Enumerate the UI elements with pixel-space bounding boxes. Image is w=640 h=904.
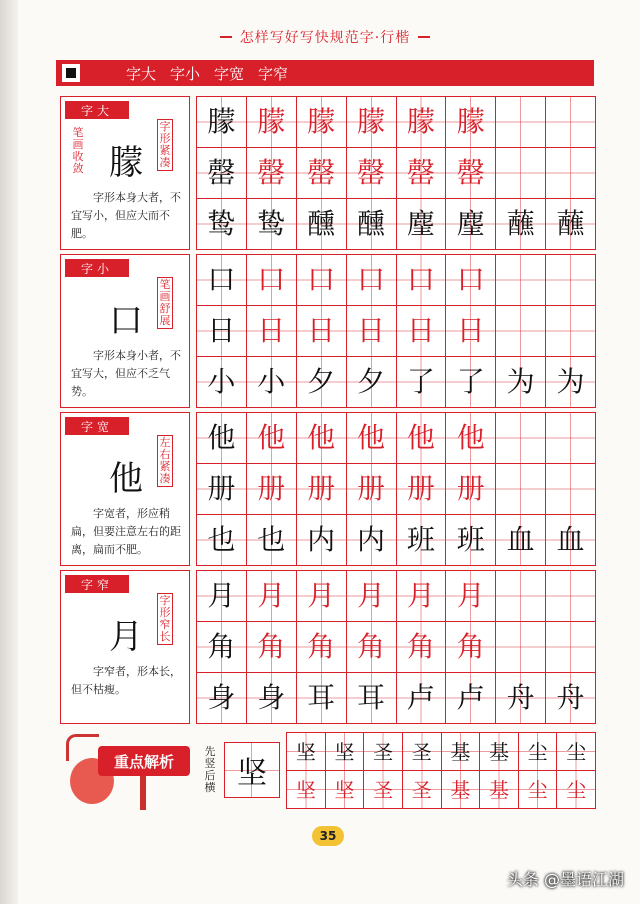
practice-cell[interactable] <box>446 255 496 305</box>
practice-char: 罄 <box>307 156 336 189</box>
practice-char: 了 <box>456 365 485 398</box>
practice-row <box>197 199 595 249</box>
practice-row <box>197 357 595 407</box>
practice-char: 册 <box>307 472 336 505</box>
practice-char: 角 <box>307 630 336 663</box>
sample-character: 他 <box>109 459 143 499</box>
focus-char: 基 <box>488 739 509 764</box>
stroke-note: 笔画收敛 <box>72 126 84 175</box>
practice-cell[interactable] <box>197 673 247 723</box>
practice-char: 班 <box>456 523 485 556</box>
panel-label: 字窄 <box>65 575 129 593</box>
practice-row <box>197 413 595 464</box>
focus-char: 圣 <box>373 777 394 802</box>
watermark: 头条 @墨语江湖 <box>506 870 624 889</box>
practice-cell[interactable] <box>496 306 546 356</box>
practice-cell[interactable] <box>197 464 247 514</box>
focus-char: 圣 <box>373 739 394 764</box>
sample-character: 口 <box>109 301 143 341</box>
practice-char: 日 <box>456 314 485 347</box>
practice-cell[interactable] <box>297 306 347 356</box>
practice-char: 册 <box>406 472 435 505</box>
practice-cell[interactable] <box>197 306 247 356</box>
practice-cell[interactable] <box>496 199 546 249</box>
focus-cell[interactable] <box>287 733 326 770</box>
practice-char: 月 <box>257 579 286 612</box>
practice-char: 月 <box>406 579 435 612</box>
lesson-topic: 字窄 <box>258 64 289 83</box>
practice-char: 醺 <box>307 207 336 240</box>
focus-char: 圣 <box>411 777 432 802</box>
shape-note: 字形紧凑 <box>157 119 173 171</box>
focus-char: 基 <box>450 739 471 764</box>
practice-cell[interactable] <box>496 515 546 565</box>
focus-note: 先竖后横 <box>204 745 216 794</box>
practice-char: 夕 <box>357 365 386 398</box>
practice-cell[interactable] <box>446 306 496 356</box>
page-number-badge <box>312 826 344 846</box>
practice-char: 也 <box>257 523 286 556</box>
practice-cell[interactable] <box>546 255 595 305</box>
practice-char: 了 <box>406 365 435 398</box>
practice-char: 角 <box>456 630 485 663</box>
practice-cell[interactable] <box>446 357 496 407</box>
focus-cell[interactable] <box>326 771 365 808</box>
practice-cell[interactable] <box>247 464 297 514</box>
practice-char: 小 <box>257 365 286 398</box>
practice-cell[interactable] <box>546 357 595 407</box>
practice-cell[interactable] <box>247 357 297 407</box>
focus-sample-box <box>224 742 280 798</box>
practice-grid <box>196 254 596 408</box>
practice-char: 日 <box>257 314 286 347</box>
practice-char: 朦 <box>406 105 435 138</box>
practice-grid <box>196 570 596 724</box>
practice-cell[interactable] <box>197 357 247 407</box>
focus-char: 坚 <box>334 739 355 764</box>
practice-char: 他 <box>257 421 286 454</box>
practice-char: 口 <box>257 263 286 296</box>
practice-char: 血 <box>506 523 535 556</box>
lesson-header-bar <box>56 60 594 86</box>
practice-char: 罄 <box>257 156 286 189</box>
section-description: 字形本身大者，不宜写小，但应大而不肥。 <box>71 191 181 240</box>
practice-cell[interactable] <box>496 673 546 723</box>
practice-cell[interactable] <box>546 97 595 147</box>
practice-cell[interactable] <box>496 357 546 407</box>
practice-cell[interactable] <box>247 255 297 305</box>
practice-char: 麈 <box>406 207 435 240</box>
panel-label: 字小 <box>65 259 129 277</box>
practice-char: 角 <box>207 630 236 663</box>
practice-cell[interactable] <box>397 255 447 305</box>
practice-cell[interactable] <box>247 515 297 565</box>
focus-char: 坚 <box>295 777 316 802</box>
banner-title: 怎样写好写快规范字·行楷 <box>232 27 418 47</box>
focus-cell[interactable] <box>442 771 481 808</box>
shape-note: 笔画舒展 <box>157 277 173 329</box>
practice-char: 月 <box>456 579 485 612</box>
practice-cell[interactable] <box>446 413 496 463</box>
practice-char: 口 <box>406 263 435 296</box>
focus-cell[interactable] <box>364 733 403 770</box>
practice-cell[interactable] <box>247 571 297 621</box>
practice-cell[interactable] <box>297 464 347 514</box>
book-spine <box>0 0 18 904</box>
practice-cell[interactable] <box>247 673 297 723</box>
focus-cell[interactable] <box>480 733 519 770</box>
practice-cell[interactable] <box>397 413 447 463</box>
practice-cell[interactable] <box>247 148 297 198</box>
practice-cell[interactable] <box>197 413 247 463</box>
practice-char: 口 <box>307 263 336 296</box>
practice-cell[interactable] <box>397 148 447 198</box>
sign-post <box>140 774 146 810</box>
lesson-topic: 字小 <box>170 64 201 83</box>
lesson-topic: 字大 <box>126 64 157 83</box>
focus-cell[interactable] <box>557 733 595 770</box>
practice-cell[interactable] <box>297 199 347 249</box>
practice-cell[interactable] <box>397 673 447 723</box>
focus-sign-label: 重点解析 <box>113 752 174 771</box>
practice-char: 月 <box>357 579 386 612</box>
practice-char: 他 <box>207 421 236 454</box>
practice-char: 册 <box>357 472 386 505</box>
practice-char: 他 <box>406 421 435 454</box>
practice-char: 月 <box>207 579 236 612</box>
practice-cell[interactable] <box>546 306 595 356</box>
focus-char: 尘 <box>527 739 548 764</box>
practice-char: 班 <box>406 523 435 556</box>
practice-cell[interactable] <box>347 199 397 249</box>
practice-char: 为 <box>556 365 585 398</box>
practice-cell[interactable] <box>546 148 595 198</box>
focus-analysis-area <box>56 728 596 814</box>
focus-sign <box>98 746 190 776</box>
practice-char: 醺 <box>357 207 386 240</box>
practice-cell[interactable] <box>397 571 447 621</box>
practice-cell[interactable] <box>496 255 546 305</box>
practice-char: 朦 <box>357 105 386 138</box>
practice-cell[interactable] <box>397 199 447 249</box>
lesson-topic: 字宽 <box>214 64 245 83</box>
practice-char: 内 <box>357 523 386 556</box>
practice-char: 小 <box>207 365 236 398</box>
focus-char: 圣 <box>411 739 432 764</box>
practice-char: 他 <box>357 421 386 454</box>
section-description: 字宽者，形应稍扁，但要注意左右的距离，扁而不肥。 <box>71 507 181 556</box>
focus-char: 尘 <box>566 739 587 764</box>
practice-cell[interactable] <box>496 464 546 514</box>
practice-cell[interactable] <box>446 97 496 147</box>
practice-char: 朦 <box>456 105 485 138</box>
practice-row <box>197 97 595 148</box>
square-bullet-icon <box>62 64 80 82</box>
sample-character: 朦 <box>109 143 143 183</box>
panel-label: 字宽 <box>65 417 129 435</box>
practice-cell[interactable] <box>446 199 496 249</box>
focus-cell[interactable] <box>442 733 481 770</box>
practice-cell[interactable] <box>247 199 297 249</box>
section-description: 字形本身小者，不宜写大，但应不乏气势。 <box>71 349 181 398</box>
focus-cell[interactable] <box>557 771 595 808</box>
practice-cell[interactable] <box>297 357 347 407</box>
practice-char: 口 <box>456 263 485 296</box>
practice-char: 卢 <box>406 681 435 714</box>
practice-grid <box>196 412 596 566</box>
practice-cell[interactable] <box>297 571 347 621</box>
practice-char: 册 <box>257 472 286 505</box>
section-description: 字窄者，形本长，但不枯瘦。 <box>71 665 181 696</box>
focus-char: 坚 <box>295 739 316 764</box>
practice-cell[interactable] <box>347 515 397 565</box>
practice-cell[interactable] <box>297 515 347 565</box>
practice-cell[interactable] <box>546 413 595 463</box>
focus-cell[interactable] <box>326 733 365 770</box>
practice-char: 身 <box>207 681 236 714</box>
practice-char: 日 <box>207 314 236 347</box>
shape-note: 左右紧凑 <box>157 435 173 487</box>
panel-label: 字大 <box>65 101 129 119</box>
practice-char: 角 <box>406 630 435 663</box>
focus-cell[interactable] <box>480 771 519 808</box>
focus-sample-char: 坚 <box>237 756 267 791</box>
practice-row <box>197 515 595 565</box>
deer-mascot <box>60 728 210 814</box>
practice-char: 身 <box>257 681 286 714</box>
practice-cell[interactable] <box>446 673 496 723</box>
practice-cell[interactable] <box>347 148 397 198</box>
practice-cell[interactable] <box>446 571 496 621</box>
practice-char: 册 <box>207 472 236 505</box>
focus-cell[interactable] <box>364 771 403 808</box>
practice-char: 夕 <box>307 365 336 398</box>
practice-char: 口 <box>357 263 386 296</box>
practice-row <box>197 622 595 673</box>
practice-cell[interactable] <box>446 464 496 514</box>
practice-cell[interactable] <box>546 464 595 514</box>
focus-cell[interactable] <box>519 771 558 808</box>
practice-char: 卢 <box>456 681 485 714</box>
focus-char: 坚 <box>334 777 355 802</box>
practice-char: 为 <box>506 365 535 398</box>
practice-cell[interactable] <box>347 97 397 147</box>
focus-cell[interactable] <box>403 771 442 808</box>
practice-cell[interactable] <box>546 673 595 723</box>
practice-cell[interactable] <box>197 515 247 565</box>
sample-character: 月 <box>109 617 143 657</box>
practice-char: 角 <box>257 630 286 663</box>
antler-icon <box>66 734 99 761</box>
practice-char: 日 <box>406 314 435 347</box>
practice-cell[interactable] <box>347 306 397 356</box>
practice-char: 他 <box>307 421 336 454</box>
focus-char: 尘 <box>566 777 587 802</box>
practice-cell[interactable] <box>347 571 397 621</box>
practice-char: 耳 <box>307 681 336 714</box>
practice-cell[interactable] <box>247 413 297 463</box>
practice-cell[interactable] <box>197 622 247 672</box>
practice-char: 朦 <box>207 105 236 138</box>
practice-cell[interactable] <box>397 464 447 514</box>
practice-char: 册 <box>456 472 485 505</box>
focus-char: 尘 <box>527 777 548 802</box>
practice-cell[interactable] <box>446 515 496 565</box>
focus-practice-grid <box>286 732 596 809</box>
practice-char: 罄 <box>406 156 435 189</box>
practice-cell[interactable] <box>397 97 447 147</box>
example-panel <box>60 96 190 250</box>
practice-cell[interactable] <box>247 622 297 672</box>
practice-char: 舟 <box>506 681 535 714</box>
practice-char: 舟 <box>556 681 585 714</box>
book-banner <box>180 24 470 50</box>
practice-cell[interactable] <box>546 622 595 672</box>
focus-char: 基 <box>488 777 509 802</box>
practice-char: 蘸 <box>506 207 535 240</box>
practice-char: 口 <box>207 263 236 296</box>
practice-cell[interactable] <box>446 148 496 198</box>
practice-cell[interactable] <box>197 148 247 198</box>
practice-char: 鸷 <box>257 207 286 240</box>
practice-char: 罄 <box>357 156 386 189</box>
practice-cell[interactable] <box>397 515 447 565</box>
practice-cell[interactable] <box>297 148 347 198</box>
lesson-topics <box>126 63 288 84</box>
practice-char: 日 <box>307 314 336 347</box>
practice-cell[interactable] <box>247 306 297 356</box>
practice-cell[interactable] <box>197 571 247 621</box>
practice-cell[interactable] <box>496 413 546 463</box>
practice-char: 蘸 <box>556 207 585 240</box>
practice-cell[interactable] <box>347 464 397 514</box>
practice-cell[interactable] <box>397 622 447 672</box>
practice-row <box>197 148 595 199</box>
practice-char: 月 <box>307 579 336 612</box>
practice-char: 耳 <box>357 681 386 714</box>
shape-note: 字形窄长 <box>157 593 173 645</box>
practice-cell[interactable] <box>197 97 247 147</box>
example-panel <box>60 570 190 724</box>
practice-char: 麈 <box>456 207 485 240</box>
practice-char: 角 <box>357 630 386 663</box>
practice-cell[interactable] <box>197 255 247 305</box>
focus-cell[interactable] <box>403 733 442 770</box>
practice-char: 罄 <box>456 156 485 189</box>
practice-grid <box>196 96 596 250</box>
practice-char: 朦 <box>257 105 286 138</box>
practice-char: 内 <box>307 523 336 556</box>
practice-cell[interactable] <box>297 255 347 305</box>
practice-char: 日 <box>357 314 386 347</box>
focus-row <box>287 771 595 808</box>
practice-cell[interactable] <box>347 413 397 463</box>
practice-cell[interactable] <box>397 306 447 356</box>
practice-cell[interactable] <box>347 255 397 305</box>
focus-char: 基 <box>450 777 471 802</box>
practice-cell[interactable] <box>347 622 397 672</box>
page-number: 35 <box>319 829 337 843</box>
practice-cell[interactable] <box>546 199 595 249</box>
practice-char: 他 <box>456 421 485 454</box>
practice-cell[interactable] <box>397 357 447 407</box>
example-panel <box>60 254 190 408</box>
practice-cell[interactable] <box>446 622 496 672</box>
practice-char: 血 <box>556 523 585 556</box>
focus-row <box>287 733 595 771</box>
practice-cell[interactable] <box>546 571 595 621</box>
practice-cell[interactable] <box>297 622 347 672</box>
practice-char: 罄 <box>207 156 236 189</box>
practice-cell[interactable] <box>297 97 347 147</box>
practice-cell[interactable] <box>496 97 546 147</box>
practice-char: 也 <box>207 523 236 556</box>
practice-cell[interactable] <box>347 673 397 723</box>
practice-cell[interactable] <box>197 199 247 249</box>
focus-cell[interactable] <box>287 771 326 808</box>
practice-cell[interactable] <box>496 148 546 198</box>
practice-row <box>197 673 595 723</box>
practice-char: 鸷 <box>207 207 236 240</box>
practice-cell[interactable] <box>546 515 595 565</box>
practice-cell[interactable] <box>297 413 347 463</box>
practice-cell[interactable] <box>347 357 397 407</box>
practice-cell[interactable] <box>247 97 297 147</box>
practice-row <box>197 255 595 306</box>
focus-cell[interactable] <box>519 733 558 770</box>
practice-char: 朦 <box>307 105 336 138</box>
practice-row <box>197 306 595 357</box>
practice-cell[interactable] <box>496 571 546 621</box>
practice-row <box>197 464 595 515</box>
practice-cell[interactable] <box>297 673 347 723</box>
practice-row <box>197 571 595 622</box>
example-panel <box>60 412 190 566</box>
practice-cell[interactable] <box>496 622 546 672</box>
